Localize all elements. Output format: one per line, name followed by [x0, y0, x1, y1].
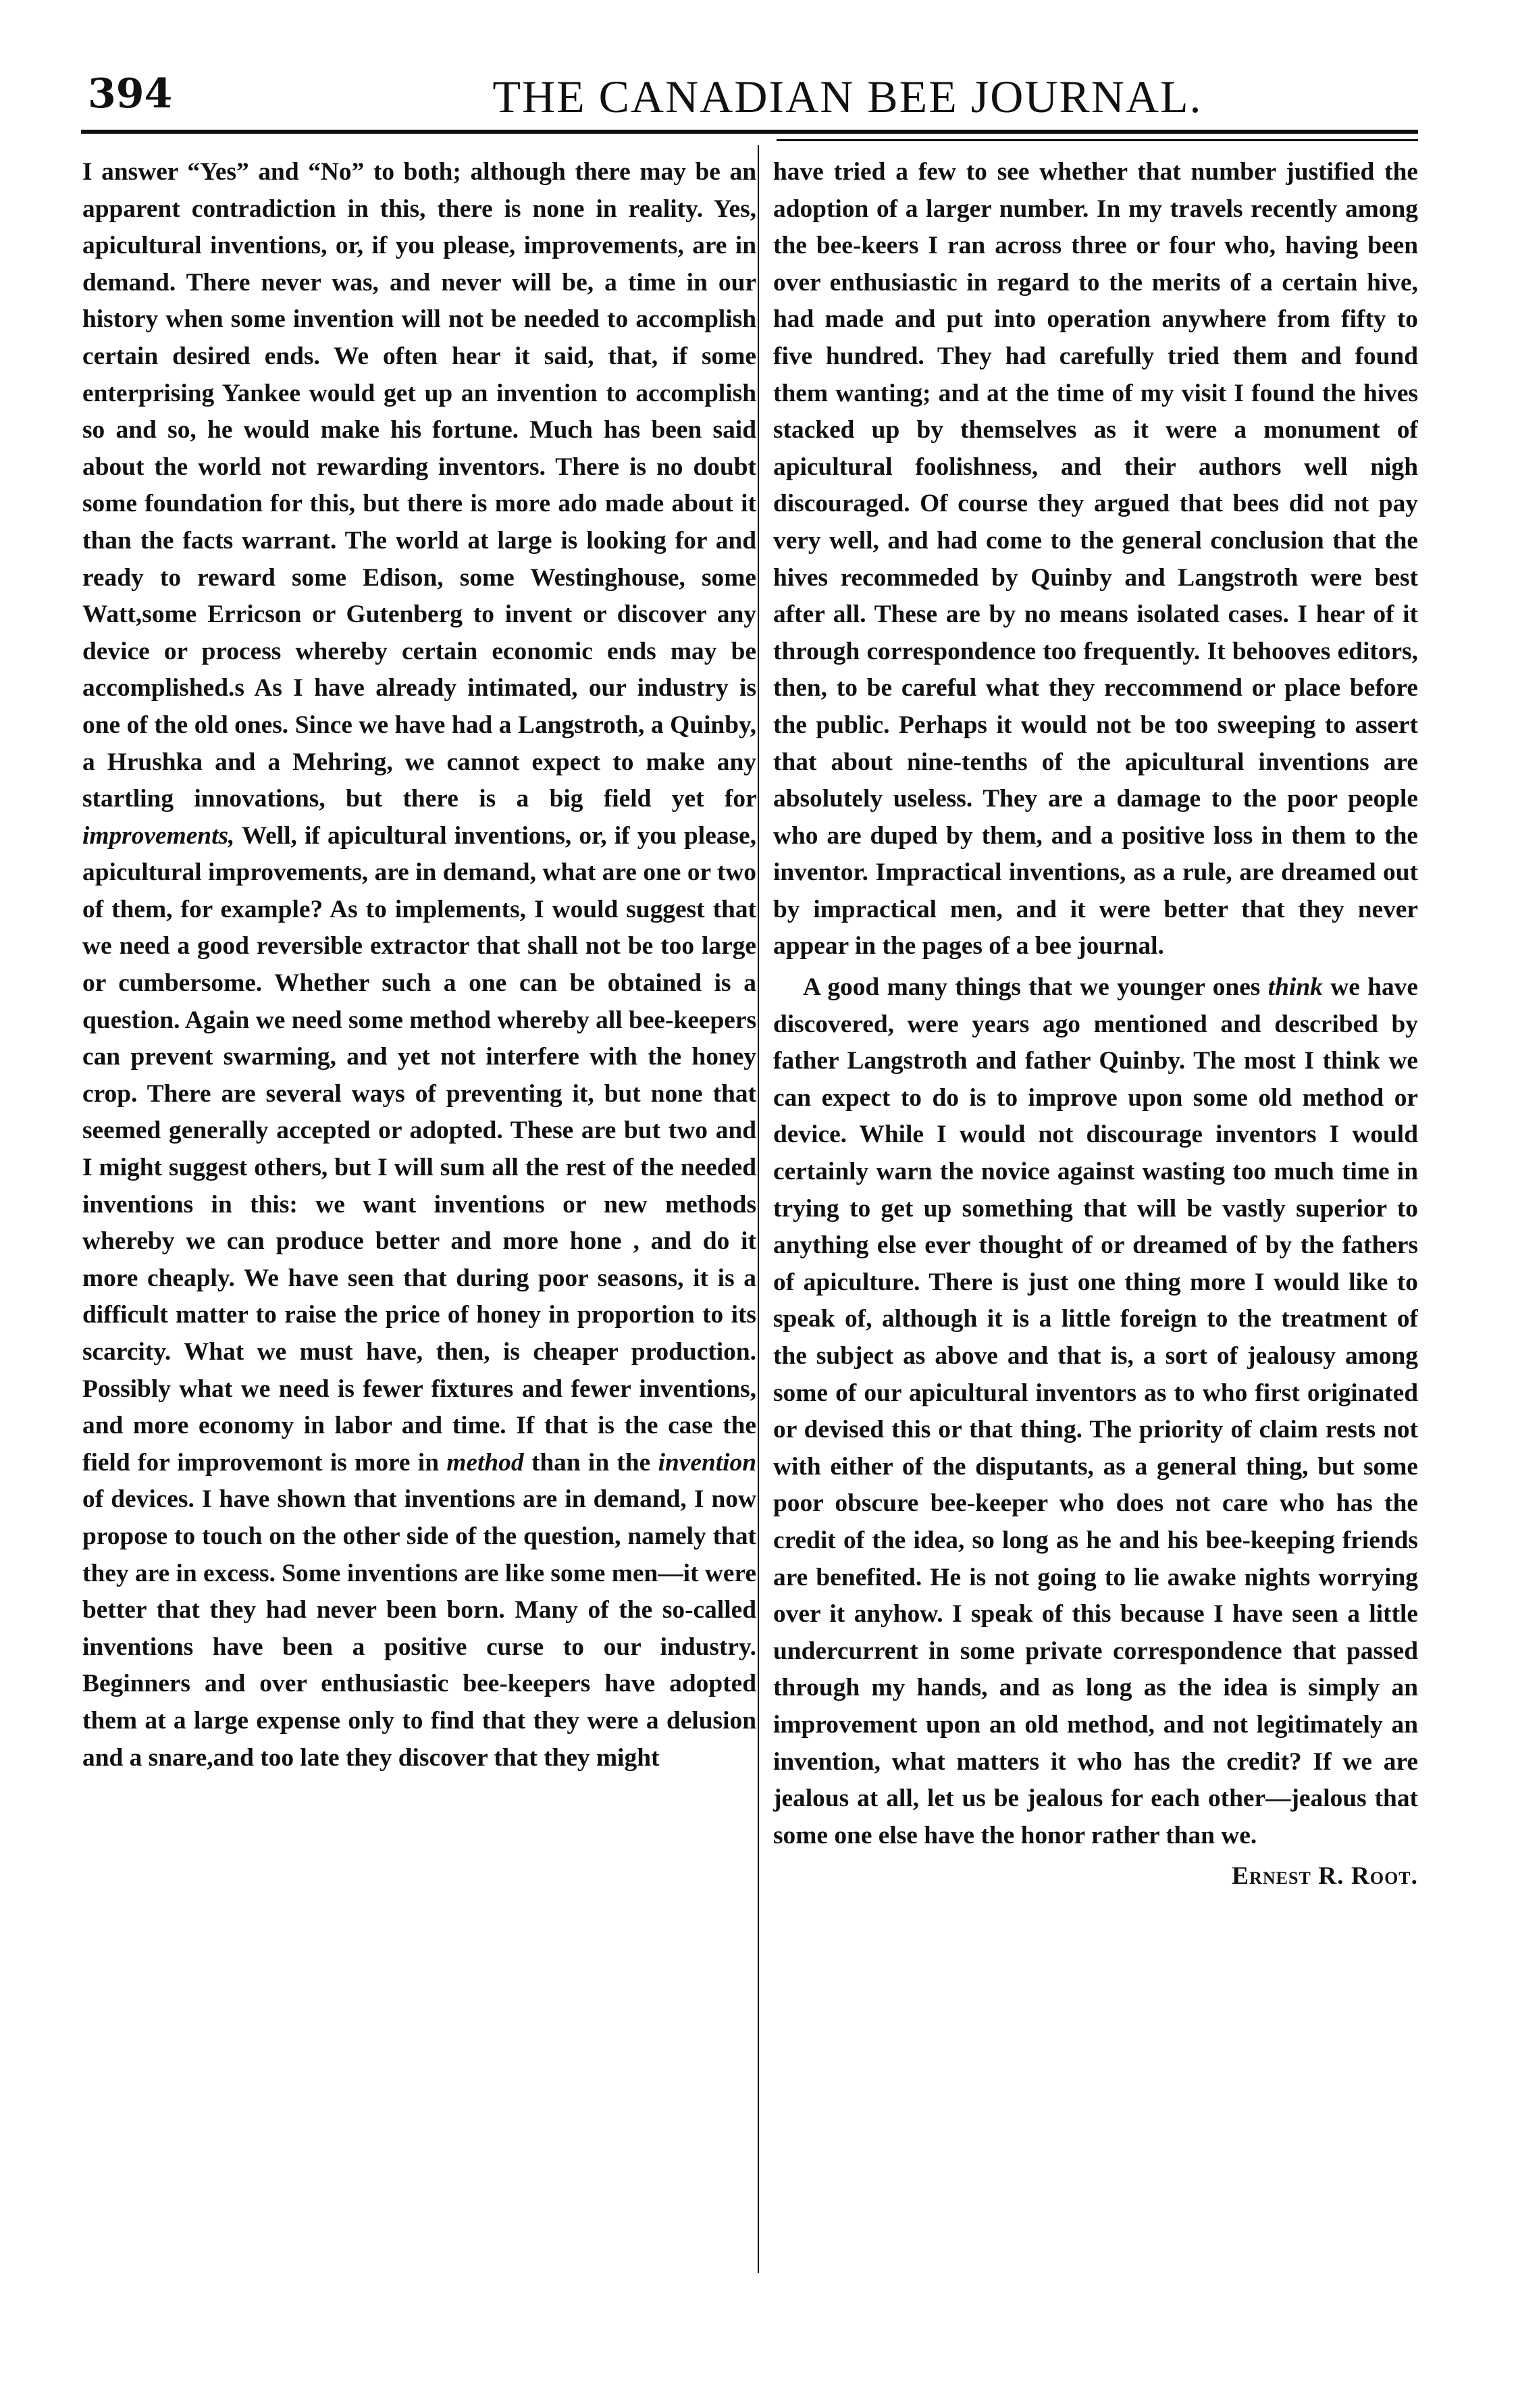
- left-text-2: Well, if apicultural inventions, or, if you please, apicultural improvements, are in demand, what are one or two of them, for example? As to implements, I would suggest that we need a good reversible extractor that shall not be too large or cumbersome. Whether such a one can be obtained is a question. Again we need some method whereby all bee-keepers can prevent swarming, and yet not interfere with the honey crop. There are several ways of preventing it, but none that seemed generally accepted or adopted. These are but two and I might suggest others, but I will sum all the rest of the needed inventions in this: we want inventions or new methods whereby we can produce better and more hone , and do it more cheaply. We have seen that during poor seasons, it is a difficult matter to raise the price of honey in proportion to its scarcity. What we must have, then, is cheaper production. Possibly what we need is fewer fixtures and fewer inventions, and more economy in labor and time. If that is the case the field for improvemont is more in: [82, 821, 756, 1477]
- left-text-4: of devices. I have shown that inventions are in demand, I now propose to touch on the other side of the question, namely that they are in excess. Some inventions are like some men—it were better that they had never been born. Many of the so-called inventions have been a positive curse to our industry. Beginners and over enthusiastic bee-keepers have adopted them at a large expense only to find that they were a delusion and a snare,and too late they discover that they might: [82, 1485, 756, 1772]
- right-text-body: we have discovered, were years ago mentioned and described by father Langstroth and father Quinby. The most I think we can expect to do is to improve upon some old method or device. While I would not discourage inventors I would certainly warn the novice against wasting too much time in trying to get up something that will be vastly superior to anything else ever thought of or dreamed of by the fathers of apiculture. There is just one thing more I would like to speak of, although it is a little foreign to the treatment of the subject as above and that is, a sort of jealousy among some of our apicultural inventors as to who first originated or devised this or that thing. The priority of claim rests not with either of the disputants, as a general thing, but some poor obscure bee-keeper who does not care who has the credit of the idea, so long as he and his bee-keeping friends are benefited. He is not going to lie awake nights worrying over it anyhow. I speak of this because I have seen a little undercurrent in some private correspondence that passed through my hands, and as long as the idea is simply an improvement upon an old method, and not legitimately an invention, what matters it who has the credit? If we are jealous at all, let us be jealous for each other—jealous that some one else have the honor rather than we.: [773, 973, 1418, 1849]
- left-paragraph: [82, 154, 756, 1776]
- header-rule: [81, 130, 1418, 134]
- page-number: 394: [88, 70, 173, 118]
- left-emphasis-method: method: [446, 1448, 524, 1477]
- right-paragraph-1: have tried a few to see whether that number justified the adoption of a larger number. In my travels recently among the bee-keers I ran across three or four who, having been over enthusiastic in regard to the merits of a certain hive, had made and put into operation anywhere from fifty to five hundred. They had carefully tried them and found them wanting; and at the time of my visit I found the hives stacked up by themselves as it were a monument of apicultural foolishness, and their authors well nigh discouraged. Of course they argued that bees did not pay very well, and had come to the general conclusion that the hives recommeded by Quinby and Langstroth were best after all. These are by no means isolated cases. I hear of it through correspondence too frequently. It behooves editors, then, to be careful what they reccommend or place before the public. Perhaps it would not be too sweeping to assert that about nine-tenths of the apicultural inventions are absolutely useless. They are a damage to the poor people who are duped by them, and a positive loss in them to the inventor. Impractical inventions, as a rule, are dreamed out by impractical men, and it were better that they never appear in the pages of a bee journal.: [773, 158, 1418, 960]
- right-text-lead: A good many things that we younger ones: [803, 973, 1261, 1002]
- journal-title: THE CANADIAN BEE JOURNAL.: [492, 71, 1203, 122]
- left-emphasis-invention: invention: [658, 1448, 756, 1477]
- column-divider: [758, 145, 759, 2273]
- right-column: [773, 154, 1418, 2265]
- page-header: [74, 68, 1438, 128]
- left-text-1: I answer “Yes” and “No” to both; although there may be an apparent contradiction in this, there is none in reality. Yes, apicultural inventions, or, if you please, improvements, are in demand. There never was, and never will be, a time in our history when some invention will not be needed to accomplish certain desired ends. We often hear it said, that, if some enterprising Yankee would get up an invention to accomplish so and so, he would make his fortune. Much has been said about the world not rewarding inventors. There is no doubt some foundation for this, but there is more ado made about it than the facts warrant. The world at large is looking for and ready to reward some Edison, some Westinghouse, some Watt,some Erricson or Gutenberg to invent or discover any device or process whereby certain economic ends may be accomplished.s As I have already intimated, our industry is one of the old ones. Since we have had a Langstroth, a Quinby, a Hrushka and a Mehring, we cannot expect to make any startling innovations, but there is a big field yet for: [82, 158, 756, 813]
- left-column: [82, 154, 756, 2265]
- left-text-3: than in the: [531, 1448, 651, 1477]
- header-rule-secondary: [777, 139, 1418, 141]
- left-emphasis-improvements: improvements,: [82, 821, 235, 850]
- author-signature: Ernest R. Root.: [1232, 1862, 1418, 1891]
- right-emphasis-think: think: [1267, 973, 1323, 1002]
- right-paragraph-2: [773, 969, 1418, 1854]
